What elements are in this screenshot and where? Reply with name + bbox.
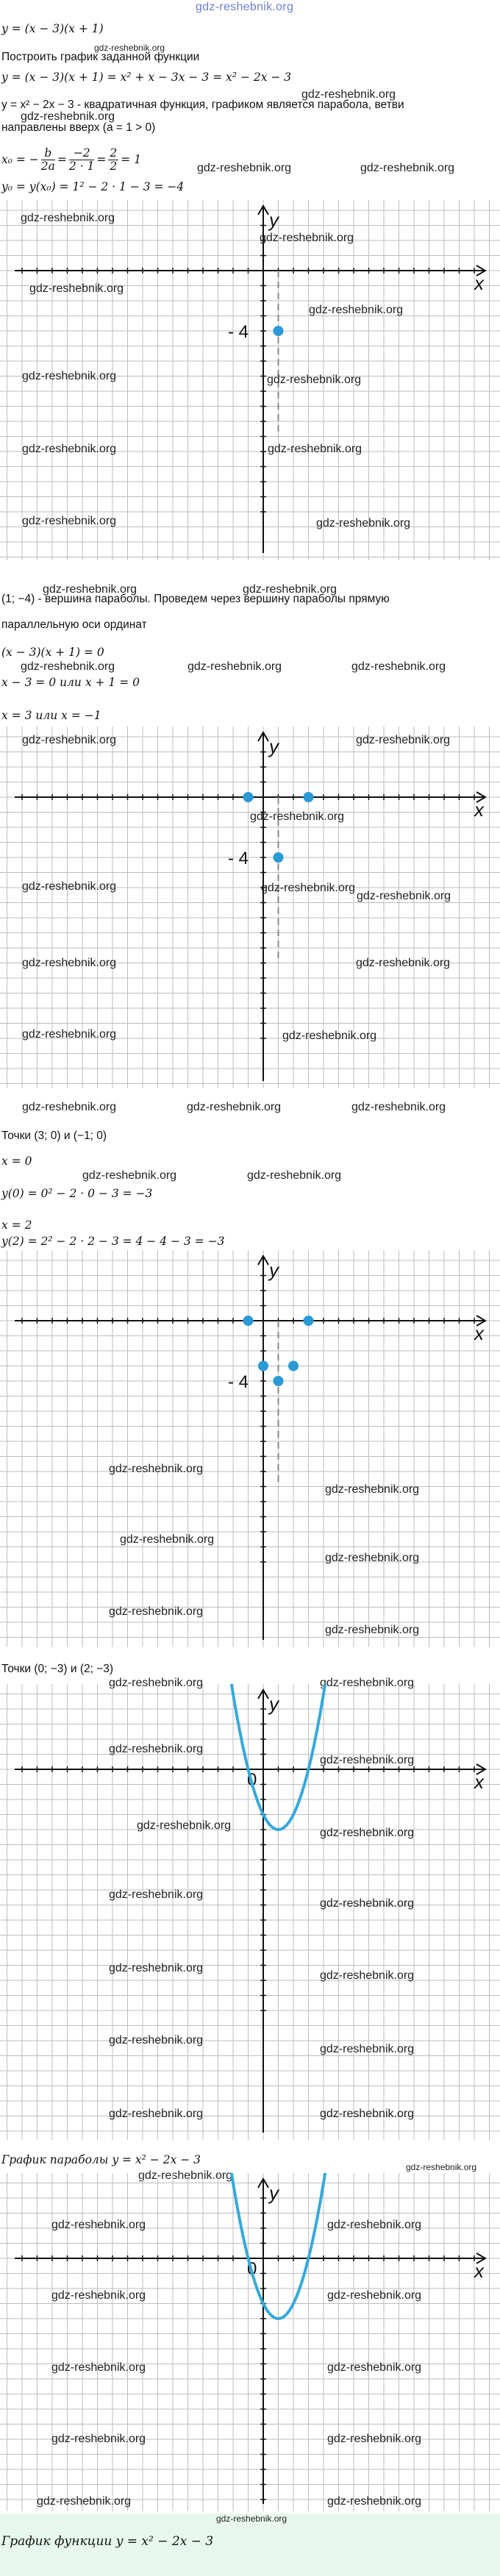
parallel-line-statement: параллельную оси ординат [1,618,147,631]
watermark: gdz-reshebnik.org [22,1101,117,1113]
watermark: gdz-reshebnik.org [243,583,338,596]
x-equals-2: x = 2 [1,1219,32,1232]
watermark: gdz-reshebnik.org [21,660,115,673]
graph-4-svg [0,1684,500,2140]
watermark: gdz-reshebnik.org [21,110,115,123]
vertex-statement: (1; −4) - вершина параболы. Проведем через вершину параболы прямую [1,593,390,605]
watermark: gdz-reshebnik.org [22,734,117,746]
answer-text: График функции y = x² − 2x − 3 [1,2534,214,2549]
watermark: gdz-reshebnik.org [282,1030,377,1042]
data-point [274,326,284,336]
watermark: gdz-reshebnik.org [356,957,451,969]
roots-equation: (x − 3)(x + 1) = 0 [1,646,104,659]
watermark: gdz-reshebnik.org [351,660,446,673]
answer-panel [0,2513,500,2576]
vertex-y-formula: y₀ = y(x₀) = 1² − 2 · 1 − 3 = −4 [1,180,185,193]
x-axis-label: x [474,799,484,821]
y-axis-label: y [269,1693,279,1715]
graph-2 [0,727,500,1088]
watermark: gdz-reshebnik.org [109,1463,204,1475]
y-axis-label: y [269,735,279,757]
watermark: gdz-reshebnik.org [327,2219,422,2231]
graph-3-svg [0,1250,500,1647]
watermark: gdz-reshebnik.org [51,2433,146,2445]
watermark: gdz-reshebnik.org [22,370,117,382]
watermark: gdz-reshebnik.org [327,2361,422,2374]
data-point [288,1361,299,1371]
watermark: gdz-reshebnik.org [43,583,138,596]
watermark: gdz-reshebnik.org [109,1888,204,1901]
vertex-x-result: = 1 [121,153,142,166]
y-tick-label-minus-4: - 4 [228,849,249,868]
data-point [274,1376,284,1386]
watermark: gdz-reshebnik.org [22,880,117,893]
equals: = [96,153,107,166]
vertex-x-lhs: x₀ = − [1,153,39,166]
watermark: gdz-reshebnik.org [109,1743,204,1755]
data-point [243,1316,254,1326]
origin-label: 0 [247,1770,257,1790]
watermark: gdz-reshebnik.org [109,2034,204,2047]
data-point [258,1361,268,1371]
watermark: gdz-reshebnik.org [109,1677,204,1689]
task-statement: Построить график заданной функции [1,51,200,63]
fraction-2-over-2: $\frac{2}{2}$ [110,146,118,173]
roots-points: Точки (3; 0) и (−1; 0) [1,1130,107,1142]
graph-3 [0,1250,500,1647]
watermark: gdz-reshebnik.org [360,162,455,174]
watermark: gdz-reshebnik.org [267,374,362,386]
watermark: gdz-reshebnik.org [187,1101,282,1113]
x-axis-label: x [474,1771,484,1793]
extra-points: Точки (0; −3) и (2; −3) [1,1663,114,1675]
fraction-b-over-2a: $\frac{b}{2a}$ [40,146,55,173]
y-at-0: y(0) = 0² − 2 · 0 − 3 = −3 [1,1187,153,1200]
origin-label: 0 [247,2259,257,2279]
watermark: gdz-reshebnik.org [51,2361,146,2374]
x-axis-label: x [474,272,484,294]
watermark: gdz-reshebnik.org [109,1962,204,1974]
fraction-minus2-over-2x1: $\frac{-2}{2 \cdot 1}$ [68,146,95,173]
function-definition: y = (x − 3)(x + 1) [1,22,104,35]
y-axis-label: y [269,209,279,231]
watermark: gdz-reshebnik.org [320,1677,415,1689]
function-type-description: y = x² − 2x − 3 - квадратичная функция, графиком является парабола, ветви [1,99,404,111]
y-axis-label: y [269,2182,279,2204]
watermark: gdz-reshebnik.org [320,1969,415,1982]
watermark: gdz-reshebnik.org [188,660,282,673]
watermark: gdz-reshebnik.org [51,2219,146,2231]
parabola-graph-caption: График параболы y = x² − 2x − 3 [1,2153,201,2166]
y-axis-label: y [269,1259,279,1281]
roots-factors: x − 3 = 0 или x + 1 = 0 [1,676,140,689]
y-tick-label-minus-4: - 4 [228,322,249,342]
watermark: gdz-reshebnik.org [216,2513,288,2524]
vertex-x-formula [1,143,141,176]
watermark: gdz-reshebnik.org [406,2162,477,2172]
equals: = [57,153,67,166]
watermark: gdz-reshebnik.org [109,2108,204,2120]
watermark: gdz-reshebnik.org [320,1754,415,1766]
watermark: gdz-reshebnik.org [320,2043,415,2055]
watermark: gdz-reshebnik.org [120,1533,215,1546]
watermark: gdz-reshebnik.org [94,43,165,53]
branches-direction: направлены вверх (a = 1 > 0) [1,121,156,134]
x-equals-0: x = 0 [1,1155,32,1168]
watermark: gdz-reshebnik.org [22,1028,117,1041]
watermark: gdz-reshebnik.org [247,1169,342,1182]
watermark: gdz-reshebnik.org [325,1552,420,1564]
graph-1 [0,200,500,560]
watermark: gdz-reshebnik.org [197,162,292,174]
watermark: gdz-reshebnik.org [327,2289,422,2302]
watermark: gdz-reshebnik.org [22,515,117,527]
expanded-formula: y = (x − 3)(x + 1) = x² + x − 3x − 3 = x² − 2x − 3 [1,71,292,84]
data-point [274,852,284,863]
data-point [243,792,254,802]
x-axis-label: x [474,1322,484,1344]
y-at-2: y(2) = 2² − 2 · 2 − 3 = 4 − 4 − 3 = −3 [1,1235,225,1248]
watermark: gdz-reshebnik.org [51,2289,146,2302]
y-tick-label-minus-4: - 4 [228,1372,249,1392]
watermark: gdz-reshebnik.org [268,443,362,455]
watermark: gdz-reshebnik.org [82,1169,177,1182]
watermark: gdz-reshebnik.org [351,1101,446,1113]
grid [0,1684,500,2140]
watermark: gdz-reshebnik.org [261,882,356,894]
watermark: gdz-reshebnik.org [320,2108,415,2120]
data-point [304,792,314,802]
graph-4 [0,1684,500,2140]
watermark: gdz-reshebnik.org [138,2169,233,2182]
watermark: gdz-reshebnik.org [109,1605,204,1618]
watermark: gdz-reshebnik.org [21,212,115,224]
watermark: gdz-reshebnik.org [325,1483,420,1496]
watermark: gdz-reshebnik.org [22,443,117,455]
watermark: gdz-reshebnik.org [356,734,451,746]
data-point [304,1316,314,1326]
roots-values: x = 3 или x = −1 [1,709,101,722]
watermark: gdz-reshebnik.org [357,890,451,902]
watermark: gdz-reshebnik.org [325,1624,420,1636]
watermark: gdz-reshebnik.org [29,282,124,295]
watermark: gdz-reshebnik.org [22,957,117,969]
site-watermark-top[interactable]: gdz-reshebnik.org [196,1,294,13]
watermark: gdz-reshebnik.org [320,1827,415,1839]
watermark: gdz-reshebnik.org [327,2433,422,2445]
watermark: gdz-reshebnik.org [137,1819,232,1832]
graph-5 [0,2173,500,2511]
watermark: gdz-reshebnik.org [316,517,411,529]
x-axis-label: x [474,2260,484,2282]
watermark: gdz-reshebnik.org [309,304,404,316]
watermark: gdz-reshebnik.org [327,2495,422,2508]
watermark: gdz-reshebnik.org [37,2495,132,2508]
watermark: gdz-reshebnik.org [320,1897,415,1910]
grid [0,1250,500,1647]
watermark: gdz-reshebnik.org [260,232,354,244]
watermark: gdz-reshebnik.org [301,88,396,101]
watermark: gdz-reshebnik.org [250,810,345,823]
